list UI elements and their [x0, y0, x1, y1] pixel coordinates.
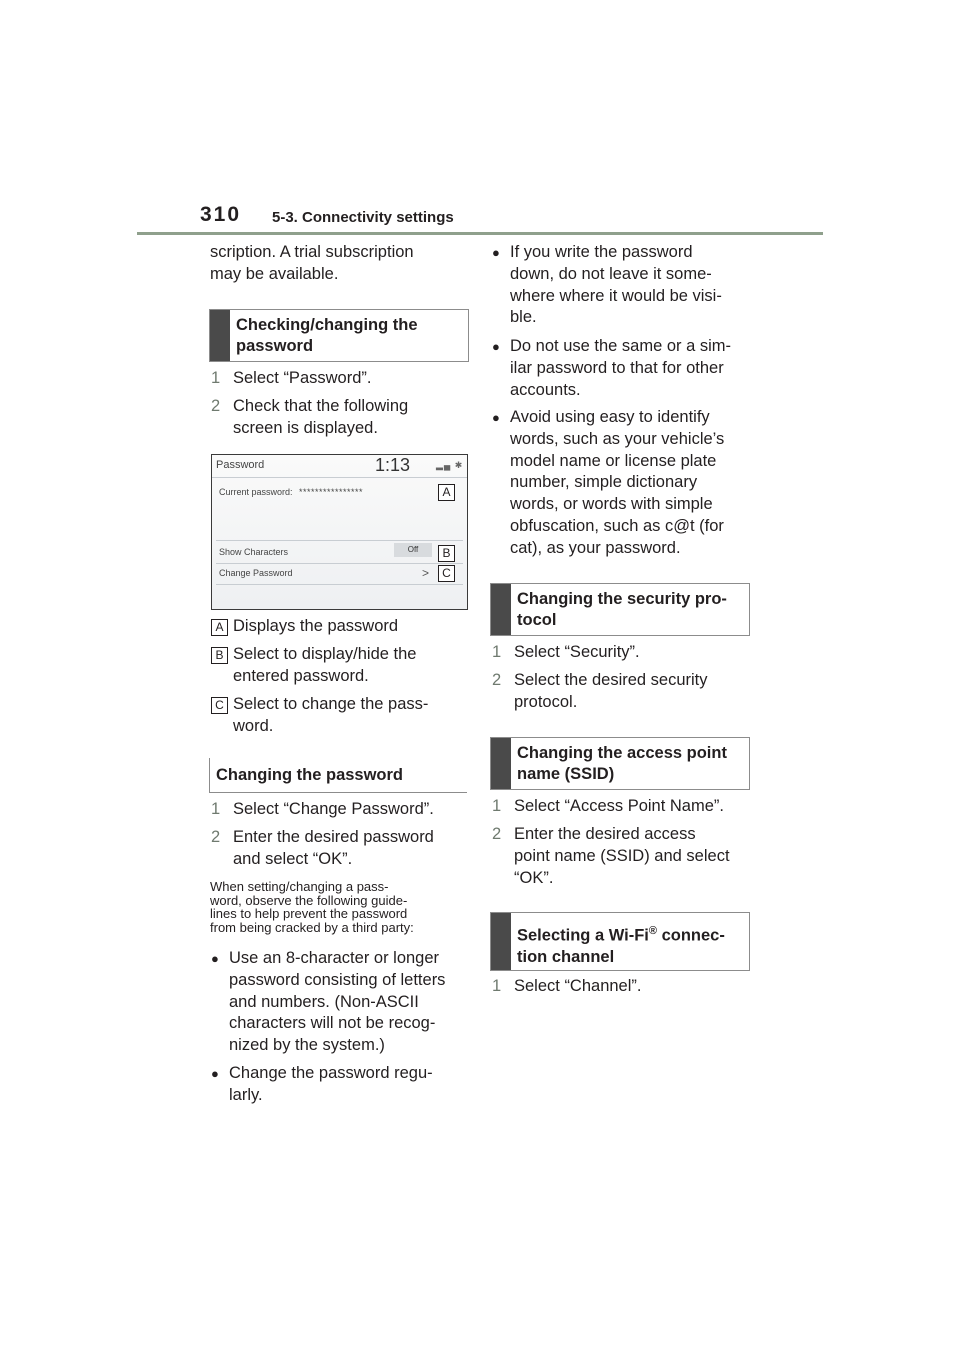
show-characters-label: Show Characters [219, 547, 289, 557]
screen-title: Password [216, 459, 265, 471]
change-password-label: Change Password [219, 568, 293, 578]
step-text: Select “Security”. [514, 643, 640, 661]
bullet-text: words, or words with simple [510, 495, 713, 514]
heading-line: Changing the security pro- [517, 590, 727, 608]
bullet-text: nized by the system.) [229, 1036, 385, 1055]
bullet-text: Change the password regu- [229, 1064, 433, 1082]
bullet-text: and numbers. (Non-ASCII [229, 992, 419, 1011]
password-screen-figure [211, 454, 468, 610]
step-text: protocol. [514, 692, 578, 711]
heading-line: Changing the access point [517, 744, 727, 762]
step-1 [492, 976, 754, 998]
bullet-item [211, 948, 471, 1057]
step-text: Select “Access Point Name”. [514, 797, 724, 815]
bullet-icon: ● [492, 245, 500, 260]
bullet-item [492, 336, 754, 401]
divider [216, 563, 463, 564]
heading-part: Selecting a Wi-Fi [517, 926, 649, 945]
bullet-icon: ● [211, 951, 219, 966]
heading-ssid [490, 737, 750, 790]
step-number: 2 [211, 828, 221, 846]
guideline-note [210, 880, 472, 934]
heading-security-protocol [490, 583, 750, 636]
bullet-text: ble. [510, 308, 537, 327]
bullet-item [492, 407, 754, 560]
step-text: Select the desired security [514, 671, 708, 689]
step-2 [492, 824, 754, 889]
step-text: Select “Channel”. [514, 977, 642, 995]
step-number: 1 [492, 643, 502, 661]
heading-bar [210, 310, 230, 361]
step-text: Enter the desired password [233, 828, 434, 846]
header-rule [137, 232, 823, 235]
bullet-text: characters will not be recog- [229, 1014, 436, 1033]
step-number: 1 [492, 977, 502, 995]
step-1 [492, 796, 754, 818]
callout-text: Select to display/hide the [233, 645, 417, 663]
page-number: 310 [200, 203, 242, 226]
divider [216, 540, 463, 541]
heading-bar [491, 913, 511, 970]
label-a: A [211, 619, 228, 636]
current-password-label: Current password: [219, 487, 293, 497]
heading-line [517, 921, 743, 947]
heading-part: connec- [656, 926, 725, 945]
step-number: 1 [211, 369, 221, 387]
heading-title: Changing the password [216, 766, 404, 784]
bullet-text: obfuscation, such as c@t (for [510, 516, 724, 535]
intro-line: may be available. [210, 264, 339, 283]
bullet-text: accounts. [510, 380, 581, 399]
note-line: When setting/changing a pass- [210, 879, 389, 894]
callout-text: Select to change the pass- [233, 695, 429, 713]
marker-b: B [438, 545, 455, 562]
callout-text: entered password. [233, 666, 369, 685]
label-c: C [211, 697, 228, 714]
heading-line: Checking/changing the [236, 316, 418, 334]
marker-c: C [438, 565, 455, 582]
callout-text: Displays the password [233, 617, 399, 635]
divider [212, 477, 467, 478]
callout-a [211, 616, 471, 638]
bullet-text: If you write the password [510, 243, 693, 261]
bullet-text: where where it would be visi- [510, 286, 722, 305]
signal-icon: ▂▄ ✱ [436, 460, 464, 470]
bullet-item [211, 1063, 471, 1107]
bullet-text: Avoid using easy to identify [510, 408, 710, 426]
bullet-text: cat), as your password. [510, 538, 681, 557]
bullet-text: number, simple dictionary [510, 473, 698, 492]
heading-wifi-channel [490, 912, 750, 971]
step-text: Select “Change Password”. [233, 800, 434, 818]
screen-time: 1:13 [375, 455, 411, 475]
step-2 [211, 396, 471, 440]
bullet-text: Do not use the same or a sim- [510, 337, 732, 355]
note-line: lines to help prevent the password [210, 906, 408, 921]
intro-text [210, 242, 470, 286]
section-title: 5-3. Connectivity settings [272, 209, 454, 226]
label-b: B [211, 647, 228, 664]
heading-edge [209, 758, 210, 792]
current-password-value: **************** [299, 487, 364, 497]
step-text: Check that the following [233, 397, 409, 415]
step-number: 2 [211, 397, 221, 415]
heading-line: password [236, 337, 314, 355]
bullet-text: larly. [229, 1085, 263, 1104]
step-number: 1 [492, 797, 502, 815]
bullet-text: down, do not leave it some- [510, 264, 712, 283]
step-number: 2 [492, 671, 502, 689]
chevron-right-icon: > [422, 566, 430, 580]
step-2 [492, 670, 754, 714]
step-text: “OK”. [514, 868, 554, 887]
heading-line: name (SSID) [517, 765, 615, 783]
divider [216, 584, 463, 585]
marker-a: A [438, 484, 455, 501]
callout-text: word. [233, 716, 274, 735]
heading-title [517, 921, 743, 968]
intro-line: scription. A trial subscription [210, 243, 414, 261]
note-line: from being cracked by a third party: [210, 919, 414, 935]
bullet-text: words, such as your vehicle’s [510, 429, 725, 448]
step-number: 2 [492, 825, 502, 843]
heading-line: tocol [517, 611, 557, 629]
bullet-icon: ● [492, 410, 500, 425]
step-2 [211, 827, 471, 871]
heading-title [517, 589, 743, 631]
bullet-text: ilar password to that for other [510, 358, 724, 377]
step-1 [211, 368, 471, 390]
bullet-text: Use an 8-character or longer [229, 949, 440, 967]
bullet-icon: ● [492, 339, 500, 354]
bullet-icon: ● [211, 1066, 219, 1081]
step-text: Select “Password”. [233, 369, 372, 387]
step-1 [211, 799, 471, 821]
heading-bar [491, 584, 511, 635]
show-characters-toggle: Off [394, 543, 432, 557]
heading-changing-password [209, 758, 467, 793]
callout-c [211, 694, 471, 738]
step-text: point name (SSID) and select [514, 846, 730, 865]
step-1 [492, 642, 754, 664]
heading-line: tion channel [517, 947, 615, 966]
heading-checking-password [209, 309, 469, 362]
heading-title [517, 743, 743, 785]
step-text: screen is displayed. [233, 418, 378, 437]
heading-title [236, 315, 462, 357]
step-text: Enter the desired access [514, 825, 696, 843]
step-text: and select “OK”. [233, 849, 353, 868]
bullet-text: model name or license plate [510, 451, 717, 470]
step-number: 1 [211, 800, 221, 818]
registered-mark: ® [648, 925, 657, 937]
bullet-item [492, 242, 754, 329]
callout-b [211, 644, 471, 688]
note-line: word, observe the following guide- [210, 892, 408, 908]
bullet-text: password consisting of letters [229, 970, 446, 989]
heading-bar [491, 738, 511, 789]
